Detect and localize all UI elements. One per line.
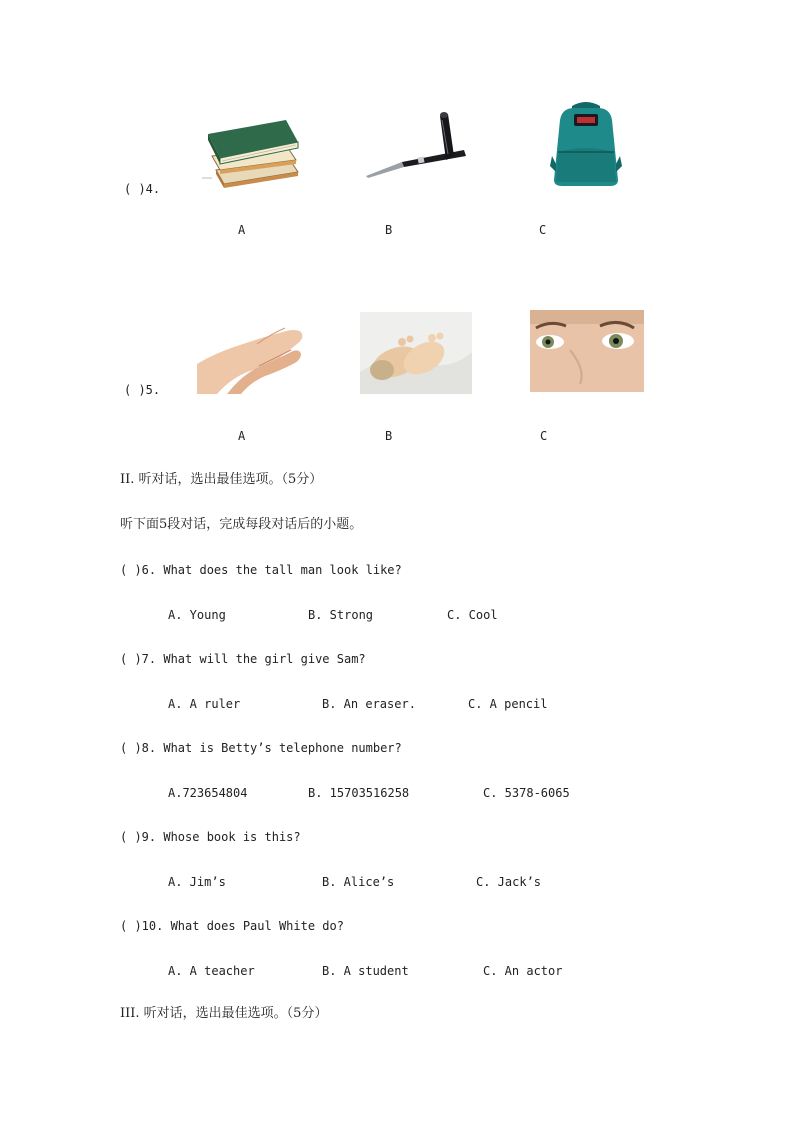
baby-feet-image bbox=[360, 312, 472, 394]
question-7-option-b: B. An eraser. bbox=[322, 697, 416, 711]
question-9-option-b: B. Alice’s bbox=[322, 875, 395, 889]
section-2-heading: II. 听对话，选出最佳选项。（5分） bbox=[120, 472, 323, 487]
question-6-option-c: C. Cool bbox=[447, 608, 498, 622]
question-10-option-b: B. A student bbox=[322, 964, 409, 978]
option-5b-label: B bbox=[385, 429, 393, 443]
question-8-option-b: B. 15703516258 bbox=[308, 786, 410, 800]
backpack-icon bbox=[546, 100, 626, 188]
books-icon bbox=[198, 112, 310, 192]
question-10-option-a: A. A teacher bbox=[168, 964, 255, 978]
question-6-stem: ( )6. What does the tall man look like? bbox=[120, 563, 402, 577]
option-5c-label: C bbox=[540, 429, 548, 443]
option-4a-label: A bbox=[238, 223, 246, 237]
eyes-image bbox=[530, 310, 644, 392]
pen-icon bbox=[362, 110, 470, 182]
question-8-option-c: C. 5378-6065 bbox=[483, 786, 570, 800]
question-6-option-b: B. Strong bbox=[308, 608, 374, 622]
option-5a-label: A bbox=[238, 429, 246, 443]
question-4-prefix: ( )4. bbox=[124, 182, 161, 196]
question-9-stem: ( )9. Whose book is this? bbox=[120, 830, 301, 844]
option-5b-baby-feet-picture bbox=[360, 312, 472, 394]
question-8-stem: ( )8. What is Betty’s telephone number? bbox=[120, 741, 402, 755]
option-5a-hands-picture bbox=[197, 314, 307, 394]
question-8-option-a: A.723654804 bbox=[168, 786, 248, 800]
question-7-option-c: C. A pencil bbox=[468, 697, 548, 711]
hands-image bbox=[197, 314, 307, 394]
question-5-prefix: ( )5. bbox=[124, 383, 161, 397]
option-4c-label: C bbox=[539, 223, 547, 237]
question-6-option-a: A. Young bbox=[168, 608, 226, 622]
option-5c-eyes-picture bbox=[530, 310, 644, 392]
section-3-heading: III. 听对话，选出最佳选项。（5分） bbox=[120, 1006, 328, 1021]
section-2-instruction: 听下面5段对话，完成每段对话后的小题。 bbox=[120, 517, 363, 532]
option-4c-backpack-picture bbox=[546, 100, 626, 188]
question-10-stem: ( )10. What does Paul White do? bbox=[120, 919, 344, 933]
question-9-option-a: A. Jim’s bbox=[168, 875, 226, 889]
option-4a-books-picture bbox=[198, 112, 310, 192]
option-4b-pen-picture bbox=[362, 110, 470, 182]
question-7-option-a: A. A ruler bbox=[168, 697, 241, 711]
question-9-option-c: C. Jack’s bbox=[476, 875, 542, 889]
question-10-option-c: C. An actor bbox=[483, 964, 563, 978]
option-4b-label: B bbox=[385, 223, 393, 237]
question-7-stem: ( )7. What will the girl give Sam? bbox=[120, 652, 366, 666]
